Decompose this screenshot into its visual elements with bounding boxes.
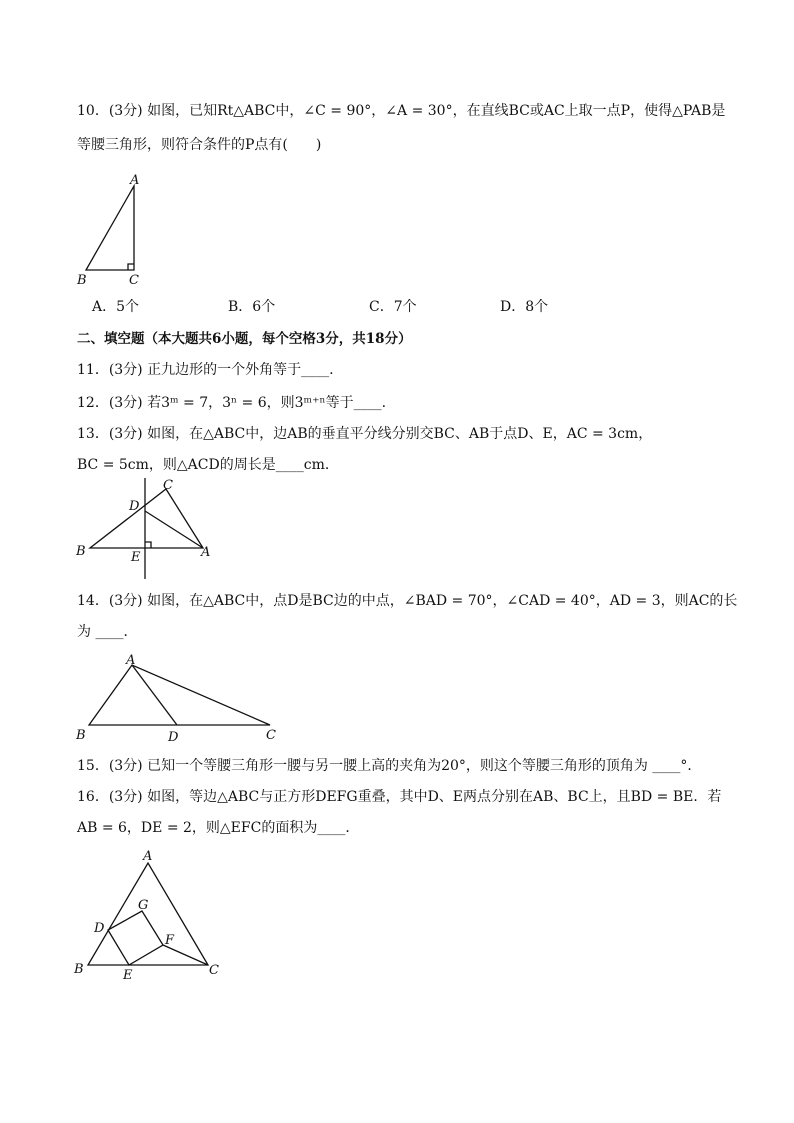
q13-figure [70,478,230,583]
q10-label-a: A [130,173,140,188]
q13-label-c: C [163,478,173,493]
q16-segment-fc [163,945,208,965]
section2-title: 二、填空题（本大题共6小题，每个空格3分，共18分） [77,331,412,347]
q10-label-b: B [77,273,87,288]
q13-right-angle-mark [145,542,151,548]
q16-label-f: F [165,933,175,948]
q11-text: 11．(3分) 正九边形的一个外角等于____. [77,362,334,378]
q14-line1: 14．(3分) 如图，在△ABC中，点D是BC边的中点，∠BAD = 70°，∠CAD = 40°，AD = 3，则AC的长 [77,593,738,609]
q10-figure [70,170,160,290]
q14-triangle [89,665,270,725]
q13-line1: 13．(3分) 如图，在△ABC中，边AB的垂直平分线分别交BC、AB于点D、E，AC = 3cm， [77,426,653,442]
q16-label-g: G [138,898,149,913]
q14-segment-ad [132,665,177,725]
q10-option-d[interactable]: D．8个 [500,299,549,315]
q16-line2: AB = 6，DE = 2，则△EFC的面积为____． [77,820,360,836]
q14-label-c: C [266,728,276,743]
q14-label-a: A [126,653,136,668]
q13-line2: BC = 5cm，则△ACD的周长是____cm． [77,457,339,473]
q16-label-c: C [209,963,219,978]
q13-segment-ad [145,511,203,548]
q13-label-e: E [131,550,141,565]
q10-right-angle-mark [128,264,134,270]
q13-triangle [90,489,203,548]
q16-line1: 16．(3分) 如图，等边△ABC与正方形DEFG重叠，其中D、E两点分别在AB、BC上，且BD = BE．若 [77,789,722,805]
q12-text: 12．(3分) 若3ᵐ = 7，3ⁿ = 6，则3ᵐ⁺ⁿ等于____. [77,395,387,411]
q16-label-e: E [123,968,133,983]
q10-option-a[interactable]: A．5个 [92,299,140,315]
q16-square [108,911,163,965]
q10-label-c: C [129,273,139,288]
q10-triangle [86,186,134,270]
q16-figure [70,846,230,986]
q16-label-b: B [74,962,84,977]
q10-line2: 等腰三角形，则符合条件的P点有( ) [77,137,322,153]
q13-label-d: D [129,499,140,514]
q14-label-d: D [168,730,179,745]
q14-label-b: B [76,728,86,743]
q16-equilateral-triangle [88,863,208,965]
q13-label-a: A [201,545,211,560]
q15-text: 15．(3分) 已知一个等腰三角形一腰与另一腰上高的夹角为20°，则这个等腰三角形的顶角为 ____°． [77,758,702,774]
q10-option-c[interactable]: C．7个 [369,299,417,315]
q10-line1: 10．(3分) 如图，已知Rt△ABC中，∠C = 90°，∠A = 30°，在直线BC或AC上取一点P，使得△PAB是 [77,103,726,119]
q16-label-a: A [143,849,153,864]
q14-line2: 为 ____． [77,624,138,640]
q10-option-b[interactable]: B．6个 [228,299,276,315]
q16-label-d: D [94,921,105,936]
q14-figure [70,650,290,745]
q13-label-b: B [76,544,86,559]
